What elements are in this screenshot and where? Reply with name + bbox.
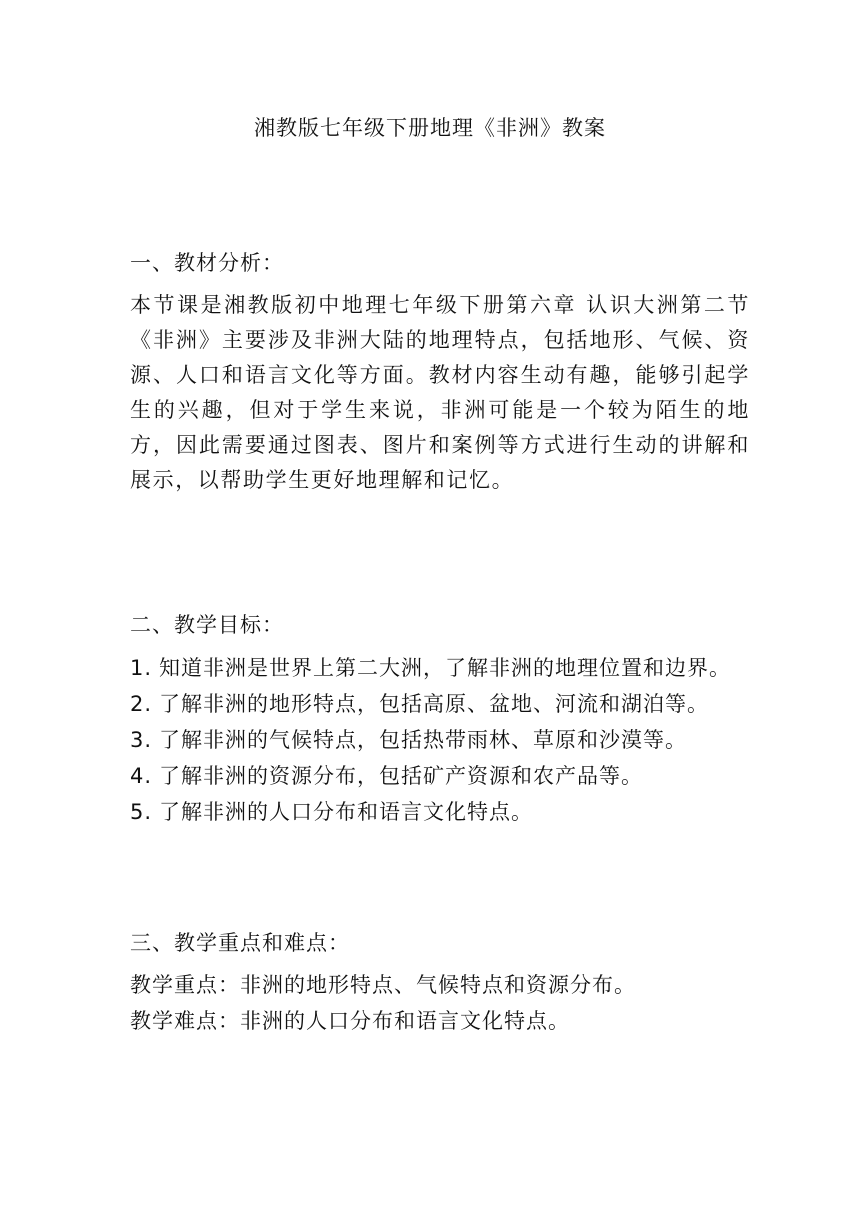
section-key-points <box>130 926 750 1039</box>
list-item-number: 3. <box>130 728 153 752</box>
goal-list <box>130 650 750 830</box>
section-teaching-goals <box>130 608 750 830</box>
list-item-text: 了解非洲的人口分布和语言文化特点。 <box>159 800 533 824</box>
document-title: 湘教版七年级下册地理《非洲》教案 <box>254 116 606 140</box>
list-item-number: 1. <box>130 656 153 680</box>
list-item-number: 4. <box>130 764 153 788</box>
list-item-text: 了解非洲的地形特点，包括高原、盆地、河流和湖泊等。 <box>159 692 709 716</box>
difficult-point-line: 教学难点：非洲的人口分布和语言文化特点。 <box>130 1009 570 1033</box>
section-heading: 三、教学重点和难点： <box>130 931 350 955</box>
section-paragraph: 本节课是湘教版初中地理七年级下册第六章 认识大洲第二节 《非洲》主要涉及非洲大陆的地理特点，包括地形、气候、资源、人口和语言文化等方面。教材内容生动有趣，能够引起学生的兴趣，但对于学生来说，非洲可能是一个较为陌生的地方，因此需要通过图表、图片和案例等方式进行生动的讲解和展示，以帮助学生更好地理解和记忆。 <box>130 293 750 492</box>
list-item <box>130 686 750 722</box>
section-heading: 二、教学目标： <box>130 613 284 637</box>
list-item-text: 了解非洲的资源分布，包括矿产资源和农产品等。 <box>159 764 643 788</box>
key-point-line: 教学重点：非洲的地形特点、气候特点和资源分布。 <box>130 973 636 997</box>
section-heading: 一、教材分析： <box>130 251 284 275</box>
list-item <box>130 650 750 686</box>
list-item-number: 2. <box>130 692 153 716</box>
list-item <box>130 794 750 830</box>
section-textbook-analysis <box>130 246 750 498</box>
key-point-lines <box>130 967 750 1039</box>
list-item <box>130 758 750 794</box>
list-item-text: 了解非洲的气候特点，包括热带雨林、草原和沙漠等。 <box>159 728 687 752</box>
list-item <box>130 722 750 758</box>
list-item-text: 知道非洲是世界上第二大洲，了解非洲的地理位置和边界。 <box>159 656 731 680</box>
list-item-number: 5. <box>130 800 153 824</box>
